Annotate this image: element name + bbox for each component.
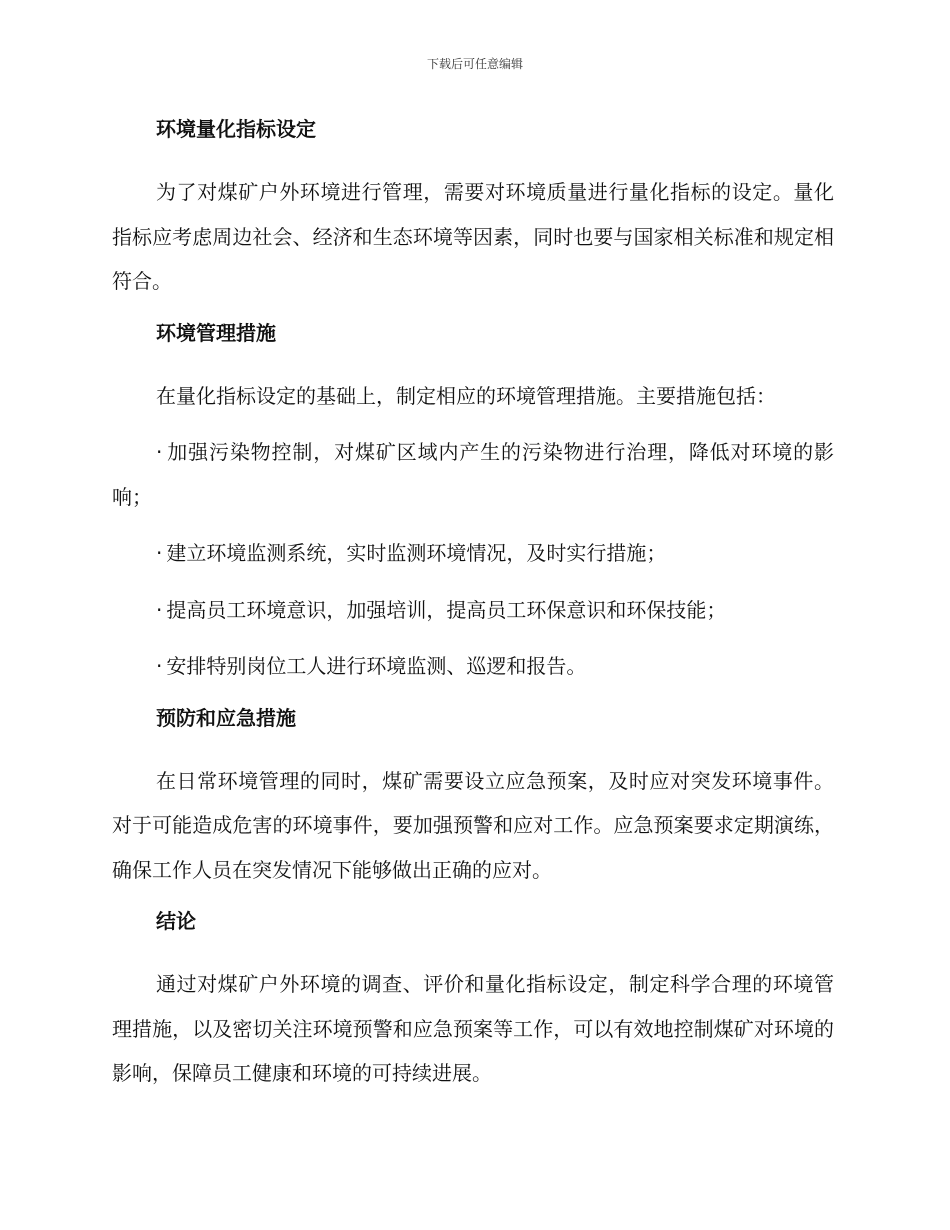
paragraph: 在日常环境管理的同时，煤矿需要设立应急预案，及时应对突发环境事件。对于可能造成危害的环境事件，要加强预警和应对工作。应急预案要求定期演练，确保工作人员在突发情况下能够做出正确的应对。 — [112, 768, 834, 882]
section-heading: 环境管理措施 — [156, 320, 276, 345]
section-heading: 结论 — [156, 909, 196, 933]
bullet-item — [112, 531, 834, 576]
document-body — [112, 112, 834, 1108]
bullet-text: 安排特别岗位工人进行环境监测、巡逻和报告。 — [166, 654, 587, 678]
bullet-text: 加强污染物控制，对煤矿区域内产生的污染物进行治理，降低对环境的影响； — [112, 440, 834, 509]
bullet-dot: · — [156, 440, 163, 464]
paragraph: 通过对煤矿户外环境的调查、评价和量化指标设定，制定科学合理的环境管理措施，以及密切关注环境预警和应急预案等工作，可以有效地控制煤矿对环境的影响，保障员工健康和环境的可持续进展。 — [112, 972, 834, 1085]
section-heading: 预防和应急措施 — [156, 705, 296, 730]
bullet-text: 提高员工环境意识，加强培训，提高员工环保意识和环保技能； — [166, 597, 727, 622]
bullet-item — [112, 430, 834, 519]
bullet-dot: · — [156, 654, 163, 678]
paragraph: 在量化指标设定的基础上，制定相应的环境管理措施。主要措施包括： — [156, 383, 776, 408]
paragraph: 为了对煤矿户外环境进行管理，需要对环境质量进行量化指标的设定。量化指标应考虑周边社会、经济和生态环境等因素，同时也要与国家相关标准和规定相符合。 — [112, 180, 834, 293]
bullet-dot: · — [156, 597, 163, 622]
bullet-text: 建立环境监测系统，实时监测环境情况，及时实行措施； — [166, 541, 667, 565]
bullet-item — [112, 588, 834, 633]
header-note: 下载后可任意编辑 — [426, 57, 523, 71]
bullet-item — [112, 644, 834, 689]
bullet-dot: · — [156, 541, 163, 565]
section-heading: 环境量化指标设定 — [156, 117, 316, 141]
